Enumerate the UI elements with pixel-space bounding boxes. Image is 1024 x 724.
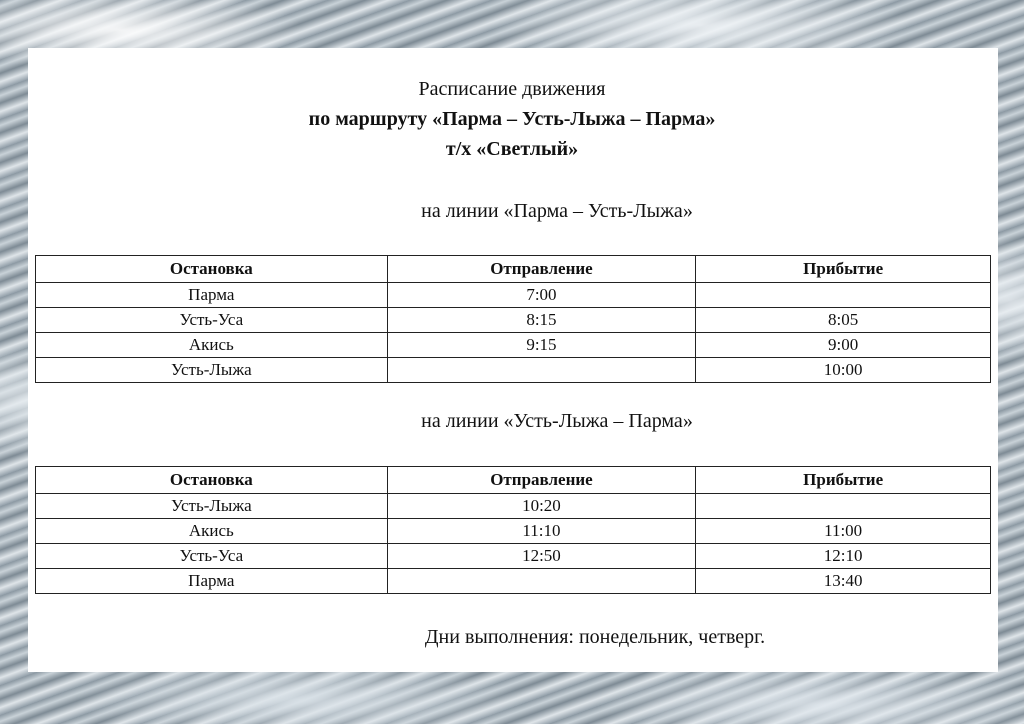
stop-cell: Усть-Уса: [36, 308, 388, 333]
stop-cell: Акись: [36, 333, 388, 358]
vessel-title: т/х «Светлый»: [445, 138, 579, 160]
column-header-arrival: Прибытие: [696, 256, 991, 283]
operating-days: Дни выполнения: понедельник, четверг.: [424, 626, 766, 648]
departure-cell: 11:10: [387, 519, 696, 544]
stop-cell: Акись: [36, 519, 388, 544]
schedule-table-outbound: [35, 255, 991, 383]
arrival-cell: 8:05: [696, 308, 991, 333]
schedule-table-return: [35, 466, 991, 594]
column-header-departure: Отправление: [387, 256, 696, 283]
departure-cell: 7:00: [387, 283, 696, 308]
departure-cell: 12:50: [387, 544, 696, 569]
column-header-stop: Остановка: [36, 467, 388, 494]
departure-cell: 8:15: [387, 308, 696, 333]
arrival-cell: 11:00: [696, 519, 991, 544]
route-title: по маршруту «Парма – Усть-Лыжа – Парма»: [308, 108, 716, 130]
arrival-cell: [696, 283, 991, 308]
arrival-cell: 13:40: [696, 569, 991, 594]
table-row: [36, 283, 991, 308]
departure-cell: [387, 569, 696, 594]
arrival-cell: 10:00: [696, 358, 991, 383]
departure-cell: 10:20: [387, 494, 696, 519]
stop-cell: Усть-Уса: [36, 544, 388, 569]
arrival-cell: [696, 494, 991, 519]
column-header-stop: Остановка: [36, 256, 388, 283]
table-header-row: [36, 467, 991, 494]
table-row: [36, 569, 991, 594]
section-title-outbound: на линии «Парма – Усть-Лыжа»: [421, 200, 693, 222]
departure-cell: [387, 358, 696, 383]
column-header-arrival: Прибытие: [696, 467, 991, 494]
table-row: [36, 519, 991, 544]
schedule-title: Расписание движения: [418, 78, 606, 100]
stop-cell: Парма: [36, 569, 388, 594]
table-row: [36, 544, 991, 569]
table-header-row: [36, 256, 991, 283]
stop-cell: Усть-Лыжа: [36, 494, 388, 519]
section-title-return: на линии «Усть-Лыжа – Парма»: [421, 410, 693, 432]
arrival-cell: 12:10: [696, 544, 991, 569]
table-row: [36, 358, 991, 383]
departure-cell: 9:15: [387, 333, 696, 358]
table-row: [36, 308, 991, 333]
stop-cell: Парма: [36, 283, 388, 308]
column-header-departure: Отправление: [387, 467, 696, 494]
stop-cell: Усть-Лыжа: [36, 358, 388, 383]
arrival-cell: 9:00: [696, 333, 991, 358]
table-row: [36, 333, 991, 358]
table-row: [36, 494, 991, 519]
